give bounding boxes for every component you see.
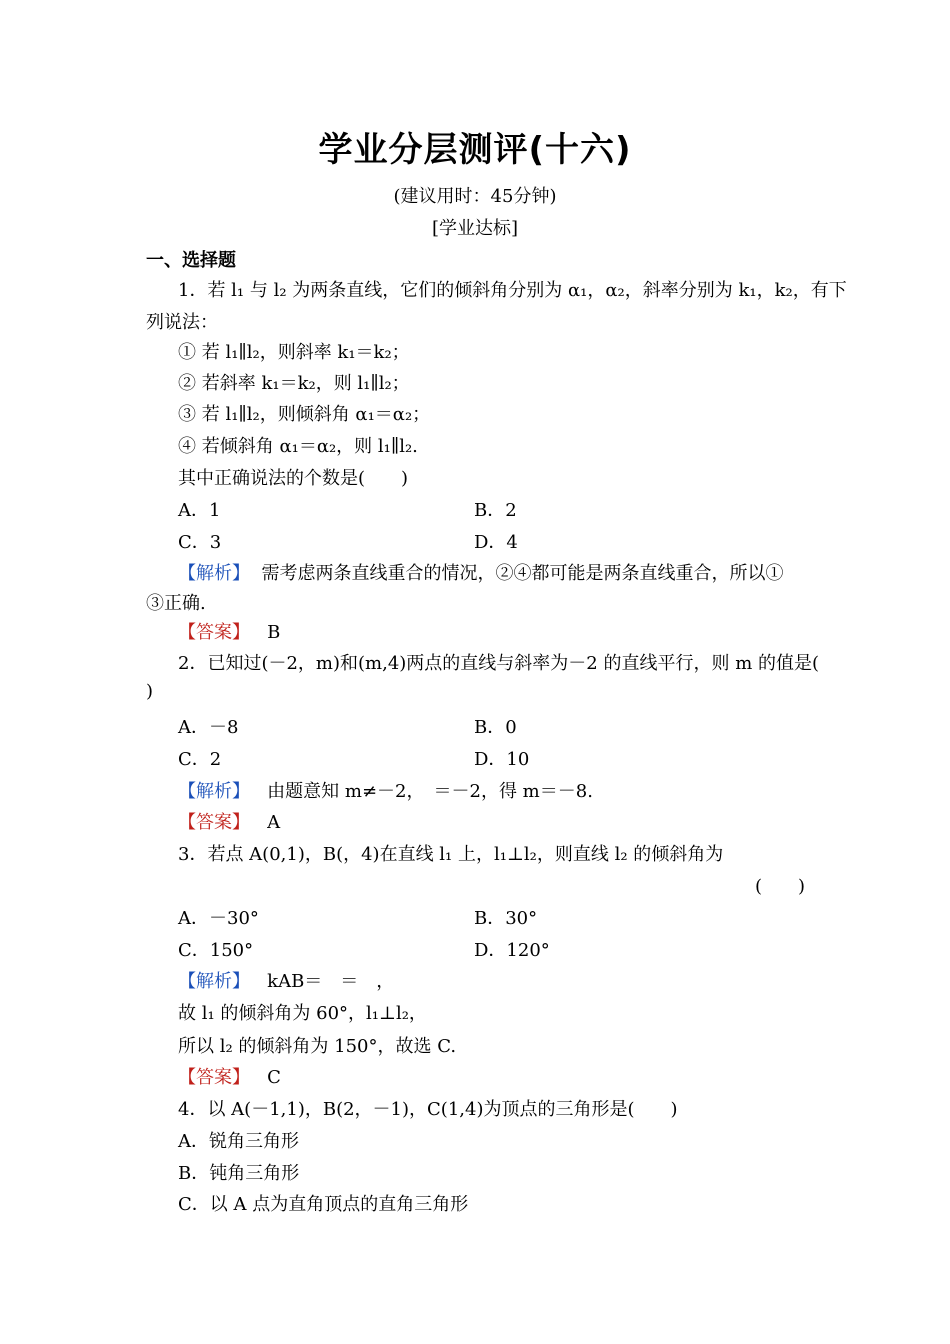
q3-answer bbox=[178, 1063, 281, 1089]
q3-option-d: D．120° bbox=[474, 940, 550, 961]
q3-analysis-line3: 所以 l₂ 的倾斜角为 150°，故选 C. bbox=[178, 1036, 457, 1057]
q4-option-b: B．钝角三角形 bbox=[178, 1163, 300, 1184]
q2-stem-line2: ) bbox=[146, 681, 154, 702]
page-title: 学业分层测评(十六) bbox=[318, 130, 632, 170]
q1-statement-2: ② 若斜率 k₁＝k₂，则 l₁∥l₂； bbox=[178, 373, 410, 394]
q3-option-a: A．－30° bbox=[178, 908, 259, 929]
q1-prompt: 其中正确说法的个数是( ) bbox=[178, 468, 409, 489]
q4-stem-line1: 4．以 A(－1,1)，B(2，－1)，C(1,4)为顶点的三角形是( ) bbox=[178, 1099, 678, 1120]
q3-option-c: C．150° bbox=[178, 940, 254, 961]
q1-answer-value: B bbox=[267, 622, 281, 643]
q1-statement-1: ① 若 l₁∥l₂，则斜率 k₁＝k₂； bbox=[178, 342, 410, 363]
q3-stem-line2: ( ) bbox=[755, 876, 806, 897]
q1-stem-line1: 1．若 l₁ 与 l₂ 为两条直线，它们的倾斜角分别为 α₁，α₂，斜率分别为 k₁，k₂，有下 bbox=[178, 280, 847, 301]
q1-option-a: A．1 bbox=[178, 500, 221, 521]
q1-option-d: D．4 bbox=[474, 532, 518, 553]
q1-statement-4: ④ 若倾斜角 α₁＝α₂，则 l₁∥l₂. bbox=[178, 436, 418, 457]
q2-option-c: C．2 bbox=[178, 749, 222, 770]
q1-answer bbox=[178, 618, 280, 644]
answer-tag: 【答案】 bbox=[178, 622, 250, 643]
q4-option-c: C．以 A 点为直角顶点的直角三角形 bbox=[178, 1194, 469, 1215]
q1-analysis-line2: ③正确. bbox=[146, 593, 206, 614]
q2-analysis-text: 由题意知 m≠－2， ＝－2，得 m＝－8. bbox=[267, 781, 593, 802]
q3-analysis bbox=[178, 967, 394, 993]
level-heading: [学业达标] bbox=[431, 218, 519, 239]
q4-option-a: A．锐角三角形 bbox=[178, 1131, 299, 1152]
q2-analysis bbox=[178, 777, 593, 803]
q1-statement-3: ③ 若 l₁∥l₂，则倾斜角 α₁＝α₂； bbox=[178, 404, 431, 425]
q2-option-a: A．－8 bbox=[178, 717, 239, 738]
answer-tag: 【答案】 bbox=[178, 812, 250, 833]
q2-answer bbox=[178, 808, 280, 834]
q3-answer-value: C bbox=[267, 1067, 281, 1088]
q3-analysis-text: kAB＝ ＝ ， bbox=[267, 971, 395, 992]
q2-option-b: B．0 bbox=[474, 717, 517, 738]
q1-analysis-text: 需考虑两条直线重合的情况，②④都可能是两条直线重合，所以① bbox=[261, 563, 784, 584]
q3-analysis-line2: 故 l₁ 的倾斜角为 60°，l₁⊥l₂， bbox=[178, 1003, 427, 1024]
q2-option-d: D．10 bbox=[474, 749, 530, 770]
q2-stem-line1: 2．已知过(－2，m)和(m,4)两点的直线与斜率为－2 的直线平行，则 m 的值是( bbox=[178, 653, 820, 674]
q1-analysis bbox=[178, 559, 783, 585]
q1-stem-line2: 列说法： bbox=[146, 312, 218, 333]
q3-stem-line1: 3．若点 A(0,1)，B(，4)在直线 l₁ 上，l₁⊥l₂，则直线 l₂ 的倾斜角为 bbox=[178, 844, 724, 865]
q2-answer-value: A bbox=[267, 812, 281, 833]
q3-option-b: B．30° bbox=[474, 908, 538, 929]
analysis-tag: 【解析】 bbox=[178, 781, 250, 802]
analysis-tag: 【解析】 bbox=[178, 971, 250, 992]
q1-option-c: C．3 bbox=[178, 532, 222, 553]
time-note: (建议用时：45分钟) bbox=[393, 186, 557, 207]
q1-option-b: B．2 bbox=[474, 500, 517, 521]
answer-tag: 【答案】 bbox=[178, 1067, 250, 1088]
analysis-tag: 【解析】 bbox=[178, 563, 250, 584]
section-heading: 一、选择题 bbox=[146, 250, 236, 271]
